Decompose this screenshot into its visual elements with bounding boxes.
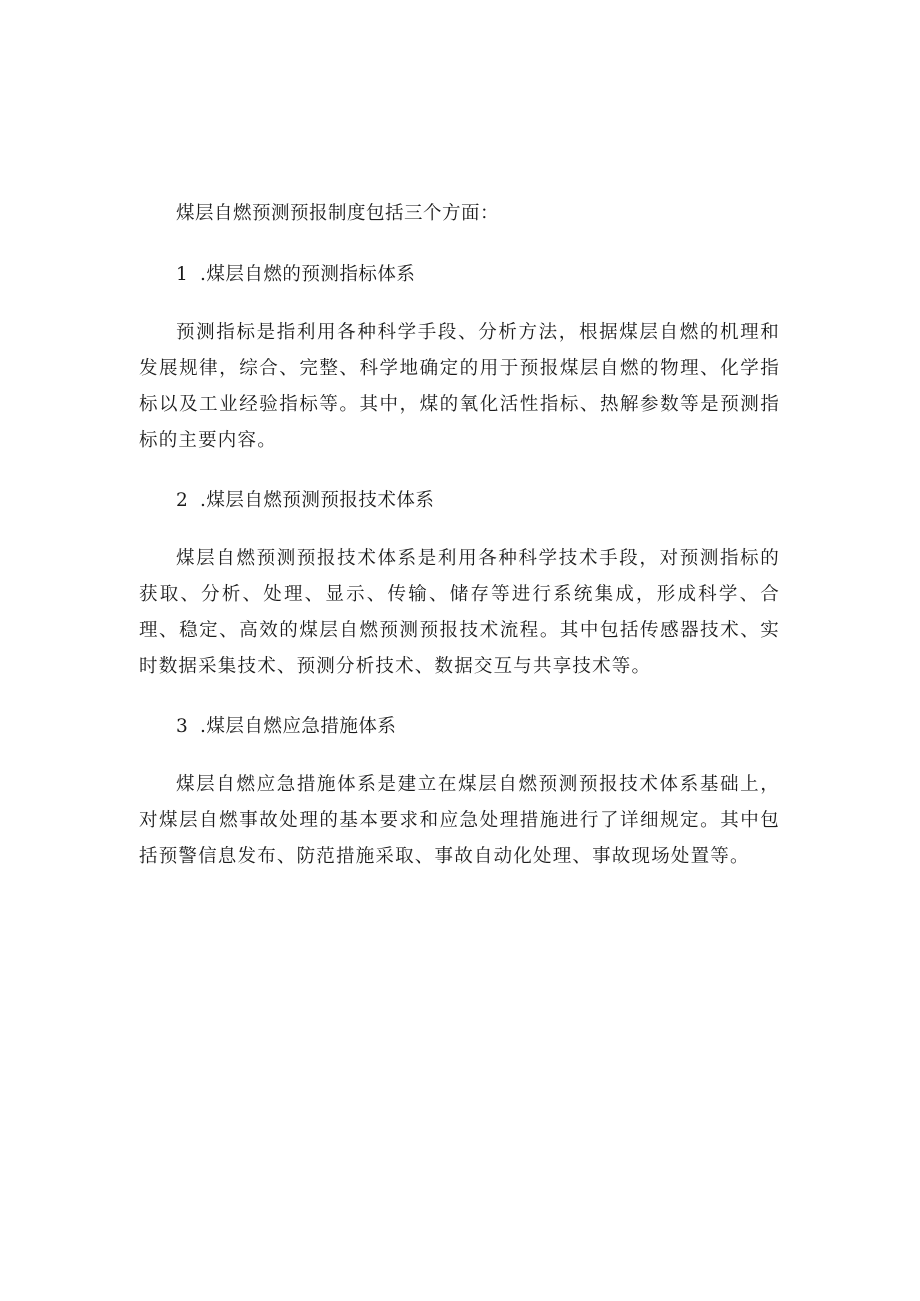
section-body: 煤层自燃预测预报技术体系是利用各种科学技术手段，对预测指标的获取、分析、处理、显示、传输、储存等进行系统集成，形成科学、合理、稳定、高效的煤层自燃预测预报技术流程。其中包括传感器技术、实时数据采集技术、预测分析技术、数据交互与共享技术等。 bbox=[139, 548, 780, 677]
section-body: 煤层自燃应急措施体系是建立在煤层自燃预测预报技术体系基础上，对煤层自燃事故处理的基本要求和应急处理措施进行了详细规定。其中包括预警信息发布、防范措施采取、事故自动化处理、事故现场处置等。 bbox=[139, 774, 780, 867]
section-1 bbox=[139, 257, 780, 459]
section-heading bbox=[139, 709, 780, 745]
section-number: 3 bbox=[176, 716, 189, 737]
section-number: 1 bbox=[176, 264, 189, 285]
section-heading bbox=[139, 257, 780, 293]
section-2 bbox=[139, 483, 780, 685]
section-title: .煤层自燃应急措施体系 bbox=[200, 716, 397, 737]
intro-paragraph: 煤层自燃预测预报制度包括三个方面： bbox=[176, 203, 500, 224]
document-page bbox=[139, 196, 780, 899]
section-title: .煤层自燃预测预报技术体系 bbox=[200, 490, 435, 511]
section-number: 2 bbox=[176, 490, 189, 511]
section-3 bbox=[139, 709, 780, 875]
section-title: .煤层自燃的预测指标体系 bbox=[200, 264, 416, 285]
section-body: 预测指标是指利用各种科学手段、分析方法，根据煤层自燃的机理和发展规律，综合、完整、科学地确定的用于预报煤层自燃的物理、化学指标以及工业经验指标等。其中，煤的氧化活性指标、热解参数等是预测指标的主要内容。 bbox=[139, 322, 780, 451]
section-heading bbox=[139, 483, 780, 519]
